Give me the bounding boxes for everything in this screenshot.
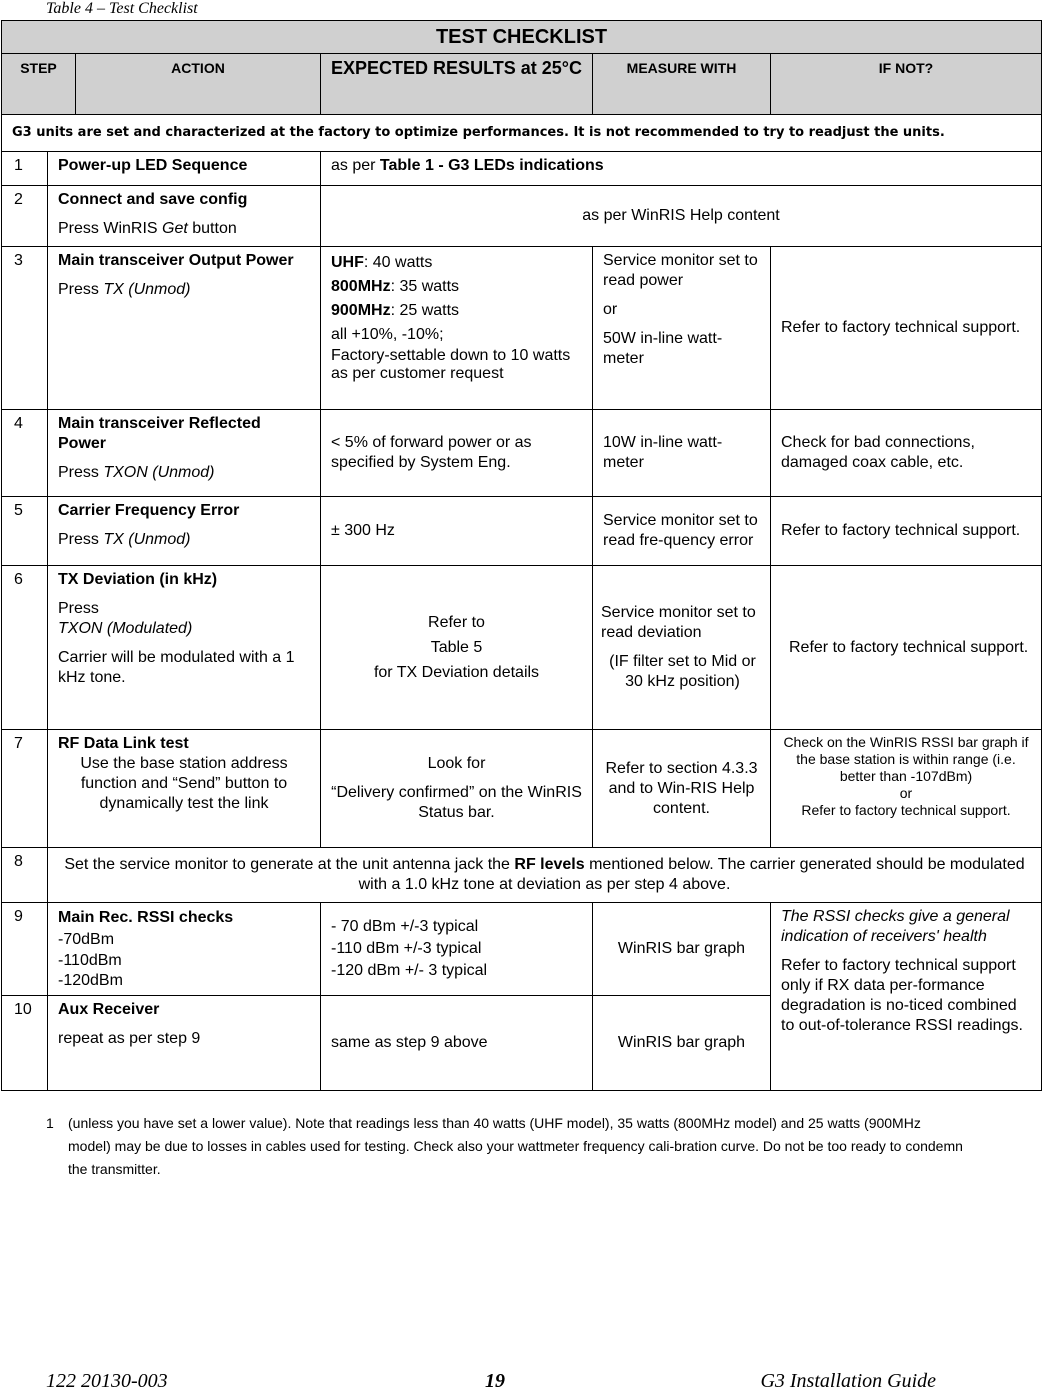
instruction-text: Set the service monitor to generate at the unit antenna jack the RF levels mentioned below. The carrier generated should be modulated with a 1.0 kHz tone at deviation as per step 4 above. bbox=[48, 848, 1042, 903]
table-reference: Table 1 - G3 LEDs indications bbox=[379, 157, 604, 174]
action-cell: Main transceiver Reflected Power Press TXON (Unmod) bbox=[48, 410, 321, 497]
action-cell: Carrier Frequency Error Press TX (Unmod) bbox=[48, 497, 321, 566]
expected-result: UHF: 40 watts 800MHz: 35 watts 900MHz: 25 watts all +10%, -10%; Factory-settable down to 10 watts as per customer request bbox=[321, 247, 593, 410]
table-row bbox=[2, 848, 1042, 903]
table-row bbox=[2, 186, 1042, 247]
footer-doc-title: G3 Installation Guide bbox=[760, 1370, 936, 1392]
action-title: Power-up LED Sequence bbox=[48, 152, 321, 186]
action-title: Main transceiver Output Power bbox=[58, 252, 294, 269]
table-title: TEST CHECKLIST bbox=[2, 21, 1042, 54]
footnote-text: (unless you have set a lower value). Note that readings less than 40 watts (UHF model), 35 watts (800MHz model) and 25 watts (900MHz model) may be due to losses in cables used for testing. Check also your wattmeter frequency cali-bration curve. Do not be too ready to condemn the transmitter. bbox=[68, 1115, 963, 1177]
action-title: Aux Receiver bbox=[58, 1001, 160, 1018]
action-cell: RF Data Link test Use the base station address function and “Send” button to dynamically test the link bbox=[48, 730, 321, 848]
action-title: TX Deviation (in kHz) bbox=[58, 571, 218, 588]
factory-note: G3 units are set and characterized at the factory to optimize performances. It is not recommended to try to readjust the units. bbox=[2, 115, 1042, 152]
step-number: 10 bbox=[2, 996, 48, 1091]
step-number: 8 bbox=[2, 848, 48, 903]
table-row bbox=[2, 566, 1042, 730]
if-not-action: Refer to factory technical support. bbox=[771, 497, 1042, 566]
action-title: Main transceiver Reflected Power bbox=[58, 415, 261, 452]
step-number: 6 bbox=[2, 566, 48, 730]
step-number: 3 bbox=[2, 247, 48, 410]
measure-with: Service monitor set to read deviation (IF filter set to Mid or 30 kHz position) bbox=[593, 566, 771, 730]
expected-result: - 70 dBm +/-3 typical -110 dBm +/-3 typical -120 dBm +/- 3 typical bbox=[321, 903, 593, 996]
table-caption: Table 4 – Test Checklist bbox=[46, 0, 198, 17]
step-number: 5 bbox=[2, 497, 48, 566]
expected-result: Look for “Delivery confirmed” on the WinRIS Status bar. bbox=[321, 730, 593, 848]
action-cell: Main transceiver Output Power Press TX (Unmod) bbox=[48, 247, 321, 410]
action-cell: Main Rec. RSSI checks -70dBm -110dBm -120dBm bbox=[48, 903, 321, 996]
test-checklist-table bbox=[1, 20, 1042, 1091]
expected-result: < 5% of forward power or as specified by System Eng. bbox=[321, 410, 593, 497]
header-row bbox=[2, 54, 1042, 115]
note-row bbox=[2, 115, 1042, 152]
step-number: 2 bbox=[2, 186, 48, 247]
step-number: 1 bbox=[2, 152, 48, 186]
measure-with: Service monitor set to read fre-quency error bbox=[593, 497, 771, 566]
header-ifnot: IF NOT? bbox=[771, 54, 1042, 115]
action-title: Main Rec. RSSI checks bbox=[58, 909, 234, 926]
step-number: 4 bbox=[2, 410, 48, 497]
expected-result: as per Table 1 - G3 LEDs indications bbox=[321, 152, 1042, 186]
action-title: Connect and save config bbox=[58, 191, 248, 208]
if-not-action: Check for bad connections, damaged coax cable, etc. bbox=[771, 410, 1042, 497]
footer-doc-number: 122 20130-003 bbox=[46, 1370, 168, 1392]
title-row bbox=[2, 21, 1042, 54]
header-action: ACTION bbox=[76, 54, 321, 115]
expected-result: same as step 9 above bbox=[321, 996, 593, 1091]
expected-result: Refer to Table 5 for TX Deviation details bbox=[321, 566, 593, 730]
table-row bbox=[2, 247, 1042, 410]
action-cell: Connect and save config Press WinRIS Get button bbox=[48, 186, 321, 247]
table-row bbox=[2, 410, 1042, 497]
step-number: 7 bbox=[2, 730, 48, 848]
header-expected: EXPECTED RESULTS at 25°C bbox=[321, 54, 593, 115]
measure-with: 10W in-line watt-meter bbox=[593, 410, 771, 497]
action-cell: TX Deviation (in kHz) Press TXON (Modulated) Carrier will be modulated with a 1 kHz tone. bbox=[48, 566, 321, 730]
table-row bbox=[2, 152, 1042, 186]
action-title: Carrier Frequency Error bbox=[58, 502, 240, 519]
header-step: STEP bbox=[2, 54, 76, 115]
action-cell: Aux Receiver repeat as per step 9 bbox=[48, 996, 321, 1091]
measure-with: WinRIS bar graph bbox=[593, 903, 771, 996]
if-not-action: Refer to factory technical support. bbox=[771, 247, 1042, 410]
if-not-action: Refer to factory technical support. bbox=[771, 566, 1042, 730]
measure-with: Service monitor set to read power or 50W in-line watt-meter bbox=[593, 247, 771, 410]
expected-result: ± 300 Hz bbox=[321, 497, 593, 566]
table-row bbox=[2, 497, 1042, 566]
if-not-action: The RSSI checks give a general indication of receivers' health Refer to factory technical support only if RX data per-formance degradation is no-ticed combined to out-of-tolerance RSSI readings. bbox=[771, 903, 1042, 1091]
step-number: 9 bbox=[2, 903, 48, 996]
action-title: RF Data Link test bbox=[58, 735, 189, 752]
footnote-number: 1 bbox=[46, 1115, 54, 1131]
table-row bbox=[2, 730, 1042, 848]
if-not-action: Check on the WinRIS RSSI bar graph if the base station is within range (i.e. better than -107dBm) or Refer to factory technical support. bbox=[771, 730, 1042, 848]
footer-page-number: 19 bbox=[485, 1370, 505, 1392]
table-row bbox=[2, 903, 1042, 996]
measure-with: WinRIS bar graph bbox=[593, 996, 771, 1091]
expected-result: as per WinRIS Help content bbox=[321, 186, 1042, 247]
measure-with: Refer to section 4.3.3 and to Win-RIS Help content. bbox=[593, 730, 771, 848]
header-measure: MEASURE WITH bbox=[593, 54, 771, 115]
footnote bbox=[46, 1112, 966, 1181]
